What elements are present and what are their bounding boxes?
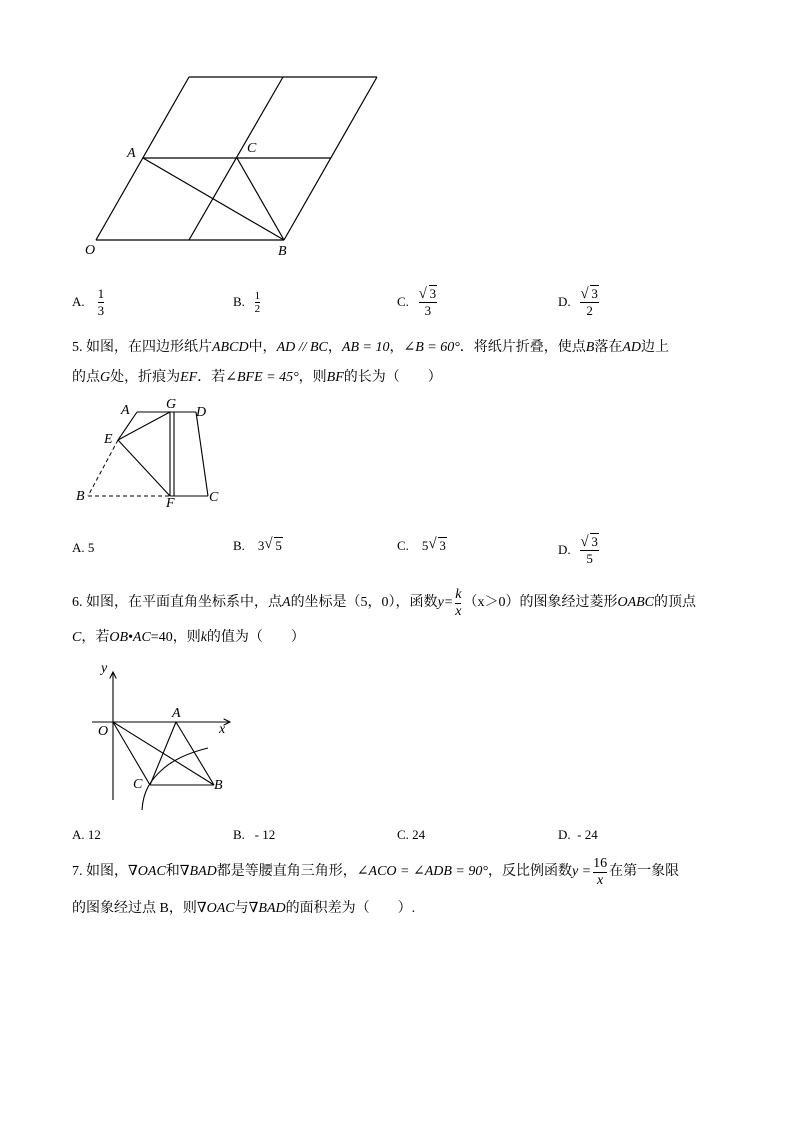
q5-label-c: C (209, 490, 219, 505)
edge-d-c (196, 412, 208, 496)
q6-label-c: C (133, 777, 143, 792)
q6-option-a[interactable]: A. 12 (72, 827, 101, 842)
q4-figure (0, 0, 794, 280)
q5-label-f: F (166, 496, 175, 511)
q5-label-g: G (166, 397, 177, 412)
q7-line-2: 的图象经过点 B，则∇OAC与∇BAD的面积差为（ ）. (72, 901, 416, 916)
label-a: A (127, 146, 136, 161)
q5-figure (0, 395, 794, 515)
q6-option-d[interactable]: D. - 24 (558, 827, 598, 842)
q6-label-a: A (172, 706, 181, 721)
q6-label-x: x (219, 722, 226, 737)
q6-label-y: y (101, 661, 108, 676)
q5-label-b: B (76, 489, 85, 504)
q4-option-c[interactable]: C. √ 3 3 (397, 285, 437, 318)
q6-figure (0, 660, 794, 810)
q6-line-1: 6. 如图，在平面直角坐标系中，点 A 的坐标是（5，0），函数 y= $\frac{k}{x}$ （x＞0） 的图象经过菱形 OABC 的顶点 (72, 586, 697, 619)
edge-a-b (176, 722, 214, 785)
edge-o-c (113, 722, 150, 785)
q6-option-b[interactable]: B. - 12 (233, 827, 276, 842)
label-b: B (278, 244, 287, 259)
q4-option-b[interactable]: B. $\frac{1}{2}$ (233, 289, 261, 315)
q5-option-c[interactable]: C. 5 √ 3 (397, 536, 446, 553)
q5-line-2: 的点G处，折痕为EF．若∠BFE = 45°，则BF的长为（ ） (72, 370, 442, 385)
q5-option-b[interactable]: B. 3 √ 5 (233, 536, 282, 553)
dashed-e-b (88, 440, 118, 496)
q5-label-e: E (104, 432, 113, 447)
q5-option-a[interactable]: A. 5 (72, 540, 95, 555)
q5-label-d: D (196, 405, 207, 420)
label-o: O (85, 243, 96, 258)
diag-a-c (150, 722, 176, 785)
q5-label-a: A (121, 403, 130, 418)
segment-a-b (143, 158, 284, 240)
label-c: C (247, 141, 257, 156)
q4-option-d[interactable]: D. √ 3 2 (558, 285, 598, 318)
q6-option-c[interactable]: C. 24 (397, 827, 426, 842)
q7-line-1: 7. 如图， ∇OAC 和 ∇BAD 都是等腰直角三角形， ∠ACO = ∠ADB = 90° ，反比例函数 y = $\frac{16}{x}$ 在第一象限 (72, 855, 680, 888)
q5-option-d[interactable]: D. √ 3 5 (558, 533, 598, 566)
q6-label-o: O (98, 724, 109, 739)
segment-c-b (237, 158, 284, 240)
q6-label-b: B (214, 778, 223, 793)
q4-option-a[interactable]: A. $\frac{1}{3}$ (72, 285, 105, 318)
segment-e-f (118, 440, 170, 496)
segment-g-c (185, 412, 196, 496)
q6-line-2: C，若OB•AC=40，则k的值为（ ） (72, 630, 305, 645)
q5-line-1: 5. 如图，在四边形纸片ABCD中，AD // BC，AB = 10，∠B = 60°．将纸片折叠，使点B落在AD边上 (72, 340, 670, 355)
